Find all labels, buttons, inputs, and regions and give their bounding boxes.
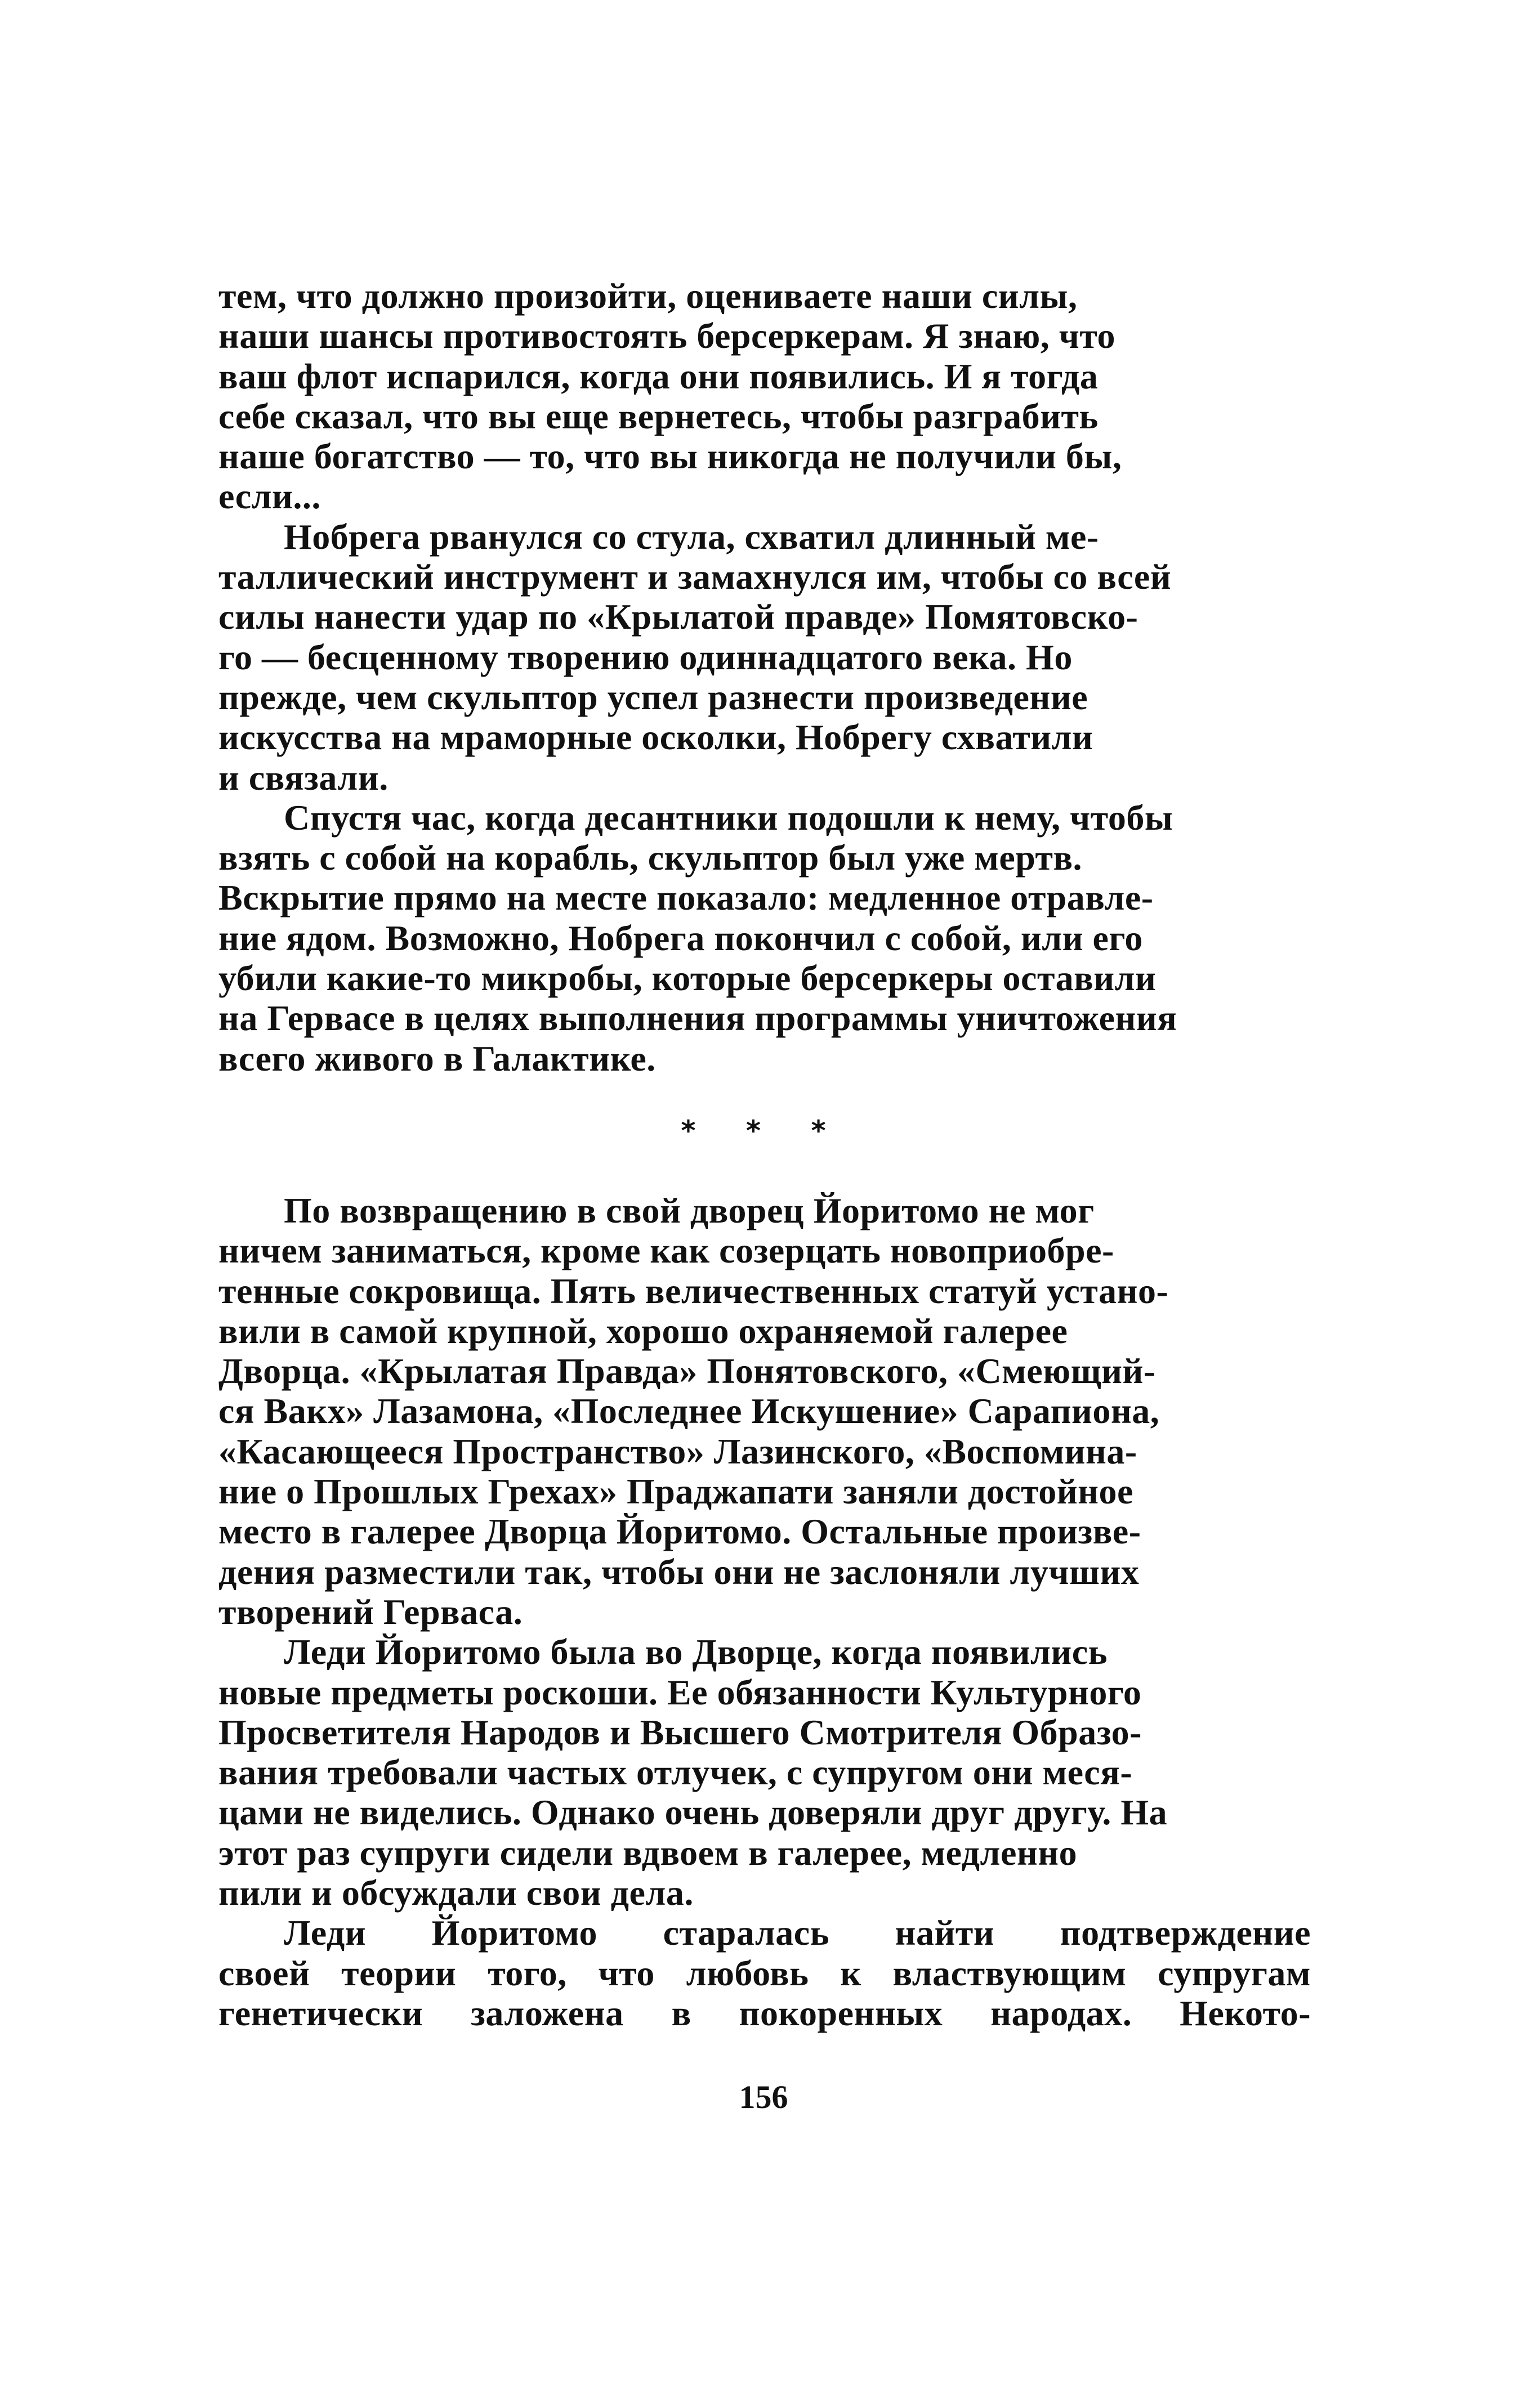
page-number: 156 (739, 2079, 788, 2115)
paragraph-lady-theory: Леди Йоритомо старалась найти подтверждение своей теории того, что любовь к властвующим супругам генетически заложена в покоренных народах. Некото- (218, 1913, 1311, 2033)
text-block-bottom (218, 1190, 1311, 2033)
paragraph-sculptor-death: Спустя час, когда десантники подошли к нему, чтобы взять с собой на корабль, скульптор был уже мертв. Вскрытие прямо на месте показало: медленное отравле- ние ядом. Возможно, Нобрега покончил с собой, или его убили какие-то микробы, которые берсеркеры оставили на Гервасе в целях выполнения программы уничтожения всего живого в Галактике. (218, 797, 1177, 1078)
section-separator: * * * (681, 1115, 846, 1147)
paragraph-nobrega-attack: Нобрега рванулся со стула, схватил длинный ме- таллический инструмент и замахнулся им, чтобы со всей силы нанести удар по «Крылатой правде» Помятовско- го — бесценному творению одиннадцатого века. Но прежде, чем скульптор успел разнести произведение искусства на мраморные осколки, Нобрегу схватили и связали. (218, 516, 1172, 798)
paragraph-return-palace: По возвращению в свой дворец Йоритомо не мог ничем заниматься, кроме как созерцать новоприобре- тенные сокровища. Пять величественных статуй устано- вили в самой крупной, хорошо охраняемой галерее Дворца. «Крылатая Правда» Понятовского, «Смеющий- ся Вакх» Лазамона, «Последнее Искушение» Сарапиона, «Касающееся Пространство» Лазинского, «Воспомина- ние о Прошлых Грехах» Праджапати заняли достойное место в галерее Дворца Йоритомо. Остальные произве- дения разместили так, чтобы они не заслоняли лучших творений Герваса. (218, 1190, 1169, 1632)
paragraph-lady-yoritomo: Леди Йоритомо была во Дворце, когда появились новые предметы роскоши. Ее обязанности Культурного Просветителя Народов и Высшего Смотрителя Образо- вания требовали частых отлучек, с супругом они меся- цами не виделись. Однако очень доверяли друг другу. На этот раз супруги сидели вдвоем в галерее, медленно пили и обсуждали свои дела. (218, 1632, 1168, 1913)
paragraph-continuation: тем, что должно произойти, оцениваете наши силы, наши шансы противостоять берсеркерам. Я знаю, что ваш флот испарился, когда они появились. И я тогда себе сказал, что вы еще вернетесь, чтобы разграбить наше богатство — то, что вы никогда не получили бы, если... (218, 276, 1122, 517)
text-block-top (218, 276, 1311, 1078)
